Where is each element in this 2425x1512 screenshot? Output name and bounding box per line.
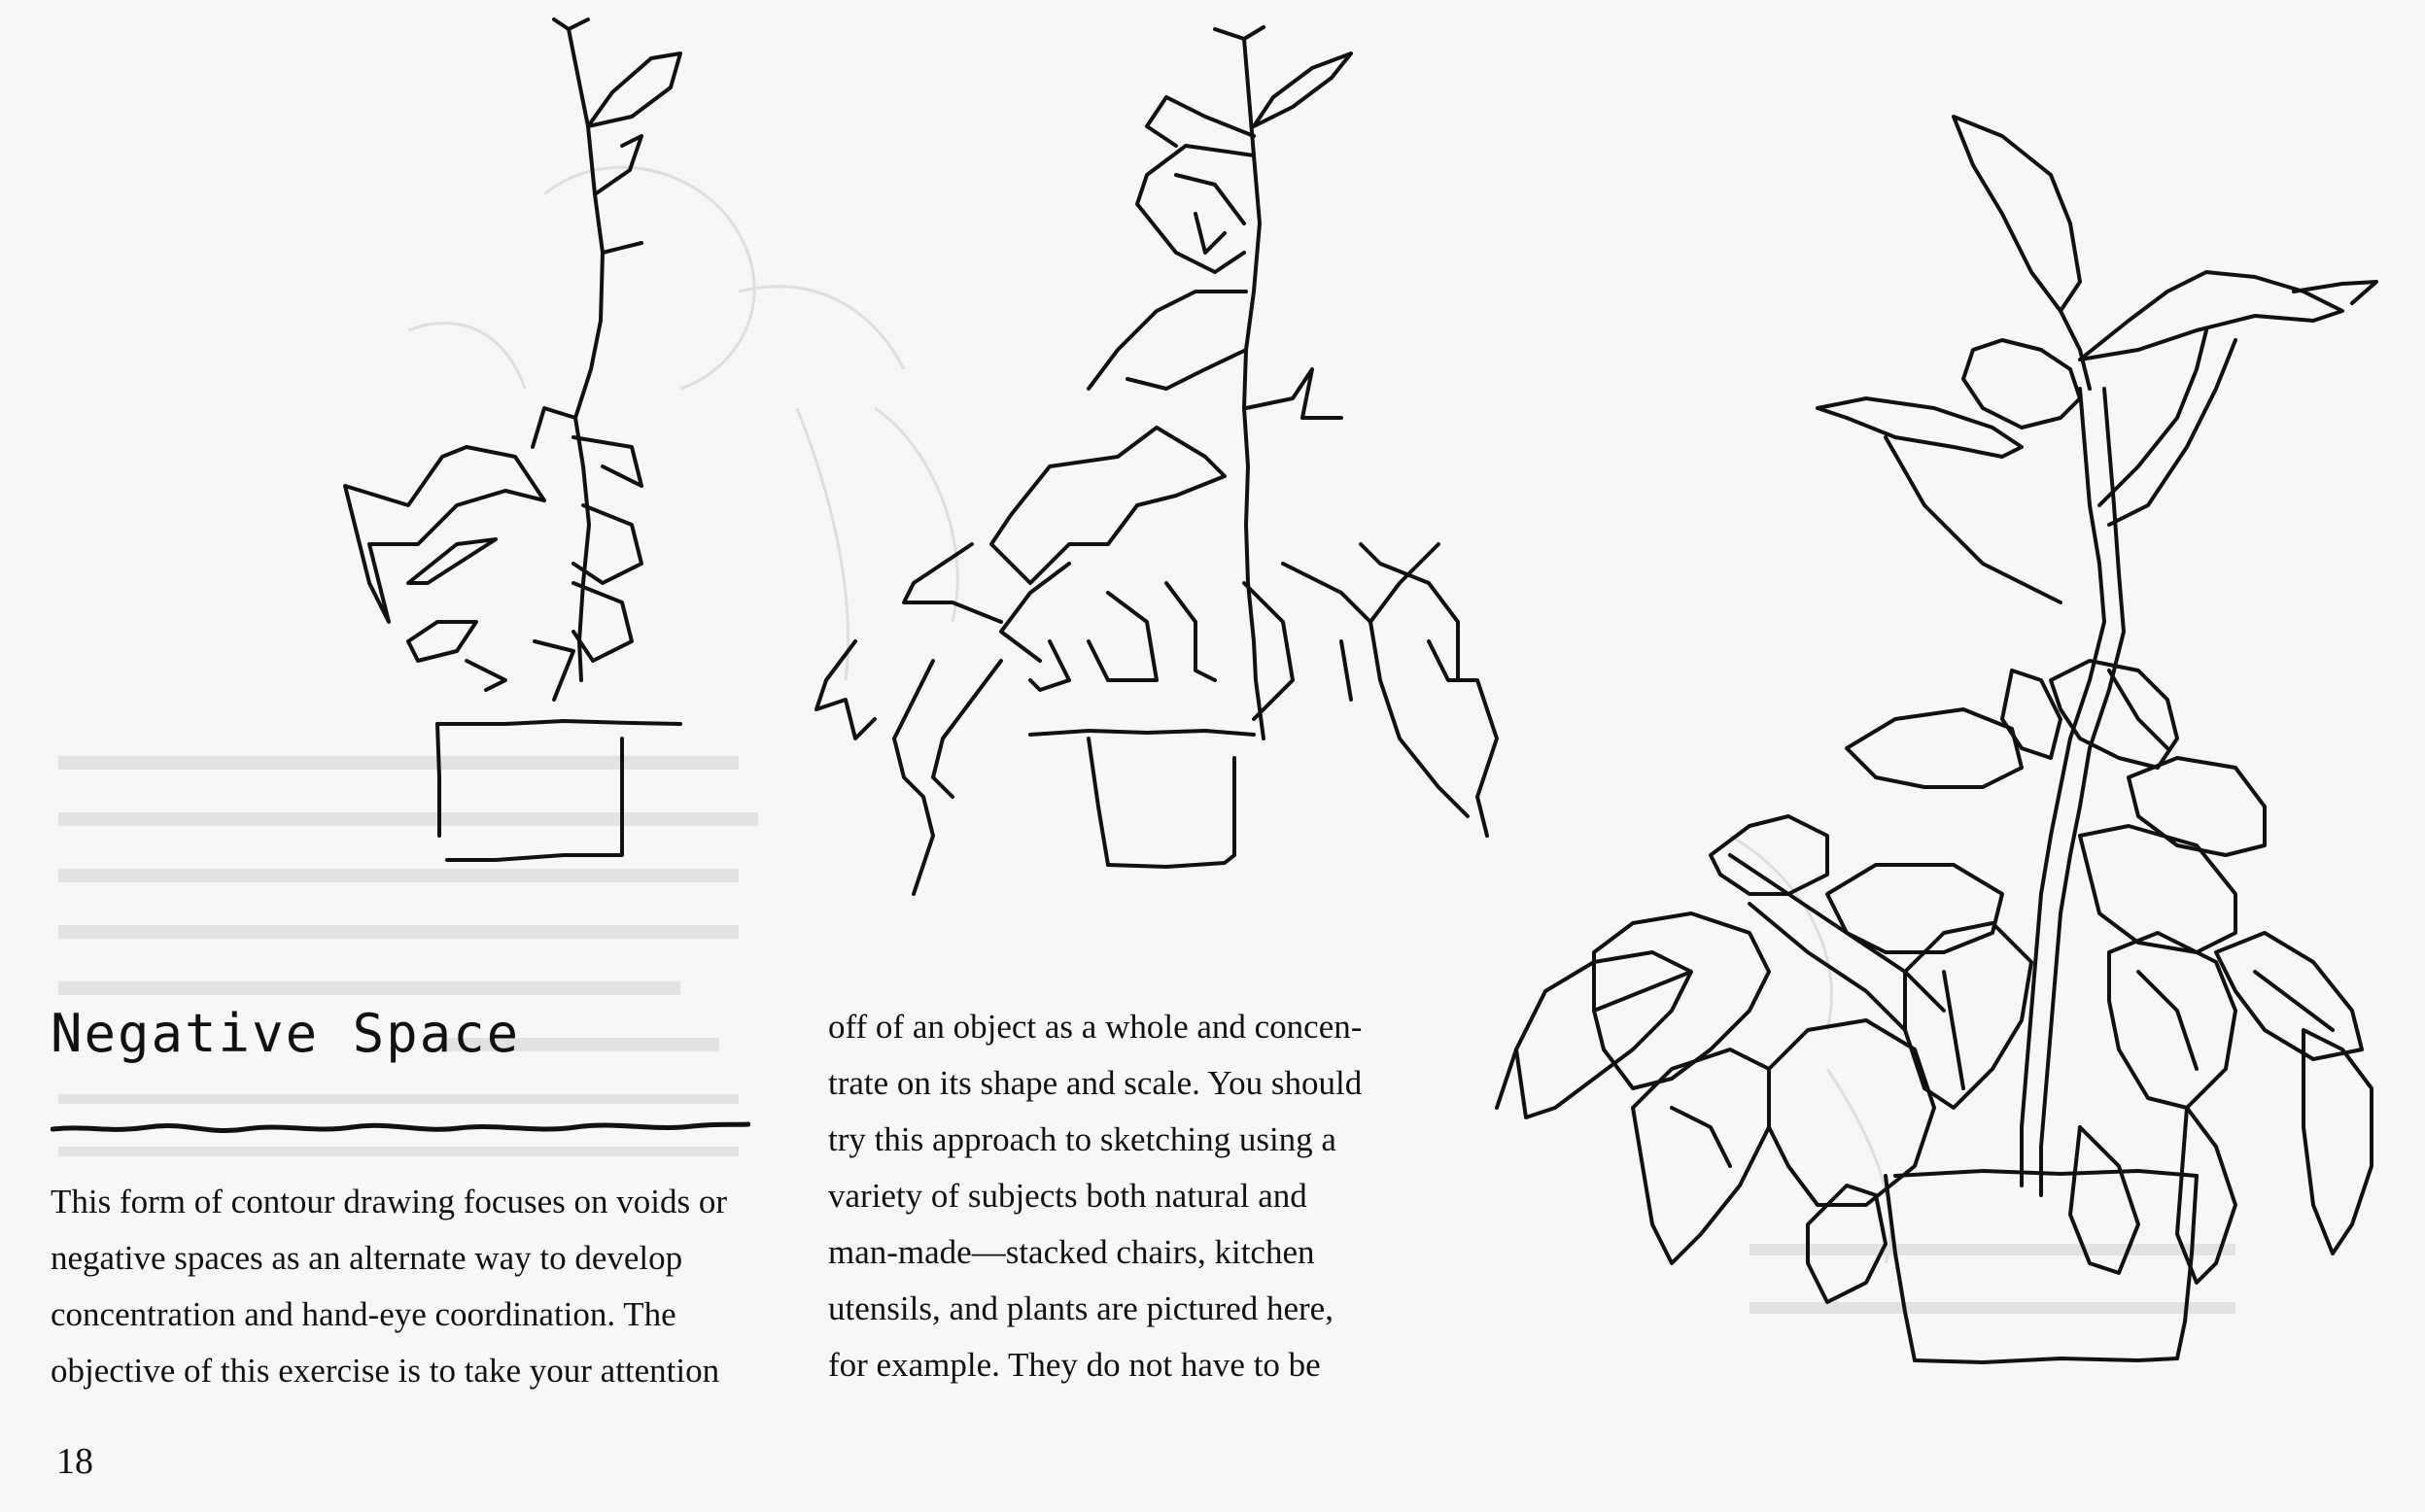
body-line: off of an object as a whole and concen- (828, 1008, 1363, 1046)
body-text-right-column (828, 999, 1411, 1393)
body-line: concentration and hand-eye coordination. The (51, 1295, 676, 1333)
body-line: man-made—stacked chairs, kitchen (828, 1233, 1315, 1271)
body-line: utensils, and plants are pictured here, (828, 1289, 1334, 1327)
wavy-underline (51, 1108, 750, 1147)
body-line: This form of contour drawing focuses on voids or (51, 1183, 727, 1220)
body-line: objective of this exercise is to take your attention (51, 1352, 720, 1390)
partial-contour-sketch (816, 27, 1497, 894)
body-line: variety of subjects both natural and (828, 1177, 1307, 1215)
page-number: 18 (56, 1441, 93, 1482)
full-contour-plant-drawing (1497, 117, 2376, 1362)
body-line: for example. They do not have to be (828, 1346, 1321, 1384)
body-line: negative spaces as an alternate way to develop (51, 1239, 683, 1277)
body-line: try this approach to sketching using a (828, 1120, 1336, 1158)
body-text-left-column (51, 1174, 789, 1399)
negative-space-sketch (345, 19, 680, 860)
section-heading: Negative Space (51, 1003, 521, 1064)
body-line: trate on its shape and scale. You should (828, 1064, 1363, 1102)
